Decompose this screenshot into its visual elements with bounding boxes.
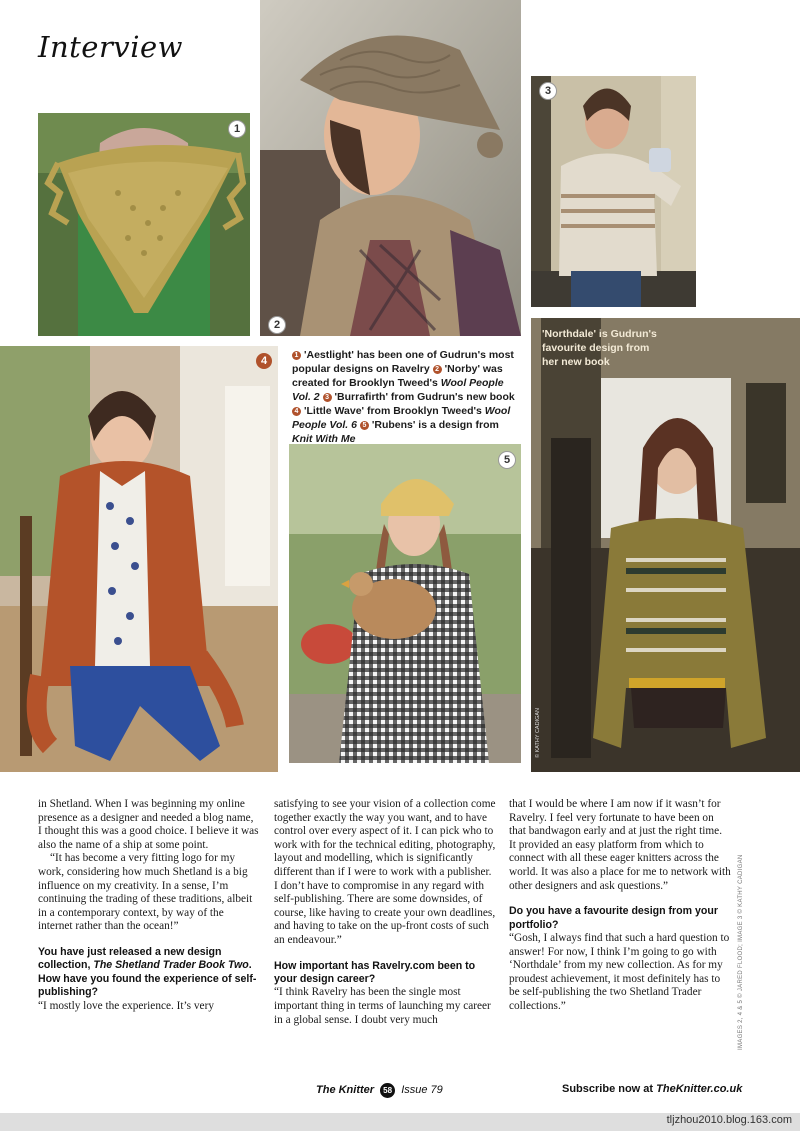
caption-marker-2: 2 [433,365,442,374]
paragraph: “I think Ravelry has been the single most important thing in terms of launching my career in a global sense. I doubt very much [274,986,491,1026]
caption-3: 'Burrafirth' from Gudrun's new book [334,391,515,403]
photo-northdale-sweater [531,318,800,772]
footer-subscribe [562,1083,742,1095]
caption-marker-1: 1 [292,351,301,360]
image-credits: IMAGES 2, 4 & 5 © JARED FLOOD; IMAGE 3 © KATHY CADIGAN [738,854,744,1050]
photo-burrafirth-sweater [531,76,696,307]
caption-5-title: Knit With Me [292,433,356,445]
subscribe-text: Subscribe now at [562,1083,657,1095]
caption-1: 'Aestlight' has been one of Gudrun's most popular designs on Ravelry [292,349,514,375]
paragraph: “It has become a very fitting logo for my work, considering how much Shetland is a big influence on my creativity. In a sense, I’m continuing the trading of these traditions, albeit in a contemporary context, by way of the internet rather than the ocean!” [38,852,253,933]
photo-captions [292,348,520,446]
body-column-3 [509,798,731,1014]
photo-norby-hat [260,0,521,336]
paragraph: “Gosh, I always find that such a hard question to answer! For now, I think I’m going to go with ‘Northdale’ from my new collection. As for my proudest achievement, it most definitely has to be self-publishing the two Shetland Trader collections.” [509,931,730,1012]
caption-marker-4: 4 [292,407,301,416]
caption-4: 'Little Wave' from Brooklyn Tweed's [304,405,485,417]
caption-4-title: Wool People Vol. 6 [292,405,511,431]
photo-rubens-hat [289,444,521,763]
interview-question: Do you have a favourite design from your portfolio? [509,905,718,931]
photo-number-2: 2 [268,316,286,334]
photo-number-5: 5 [498,451,516,469]
photo-credit-kathy: © KATHY CADIGAN [535,708,541,758]
photo-aestlight-shawl [38,113,250,336]
subscribe-link[interactable]: TheKnitter.co.uk [656,1083,743,1095]
watermark: tljzhou2010.blog.163.com [666,1114,792,1126]
caption-2-title: Wool People Vol. 2 [292,377,504,403]
section-title: Interview [38,30,183,64]
issue-number: Issue 79 [401,1084,443,1096]
photo-number-3: 3 [539,82,557,100]
northdale-caption: 'Northdale' is Gudrun's favourite design from her new book [542,328,657,368]
question-text: . How have you found the experience of self-publishing? [38,959,257,999]
body-column-2 [274,798,496,1027]
paragraph: “I mostly love the experience. It’s very [38,999,214,1012]
caption-2: 'Norby' was created for Brooklyn Tweed's [292,363,503,389]
question-text: You have just released a new design collection, [38,945,222,972]
body-column-1 [38,798,260,1013]
question-book-title: The Shetland Trader Book Two [93,959,249,972]
photo-number-4: 4 [256,353,272,369]
interview-question [38,946,260,1000]
page-number: 58 [380,1083,395,1098]
paragraph: that I would be where I am now if it wasn’t for Ravelry. I feel very fortunate to have been on that bandwagon early and at just the right time. It provided an easy platform from which to connect with all these eager knitters across the world. It was also a place for me to network with other designers and ask questions.” [509,798,731,892]
caption-marker-5: 5 [360,421,369,430]
caption-marker-3: 3 [323,393,332,402]
paragraph: in Shetland. When I was beginning my online presence as a designer and needed a blog name, I thought this was a good choice. I believe it was also the name of a ship at some point. [38,798,259,851]
footer-magazine [316,1083,443,1098]
interview-question: How important has Ravelry.com been to your design career? [274,959,476,985]
paragraph: satisfying to see your vision of a collection come together exactly the way you want, and to have control over every aspect of it. I can pick who to work with for the technical editing, photography, layout and modelling, which is significantly different than if I were to work with a publisher. I don’t have to compromise in any regard with self-publishing. There are some downsides, of course, like having to create your own deadlines, and having to take on the up-front costs of such an endeavour.” [274,798,496,946]
caption-5: 'Rubens' is a design from [371,419,499,431]
magazine-name: The Knitter [316,1084,375,1096]
photo-number-1: 1 [228,120,246,138]
photo-little-wave-cardigan [0,346,278,772]
